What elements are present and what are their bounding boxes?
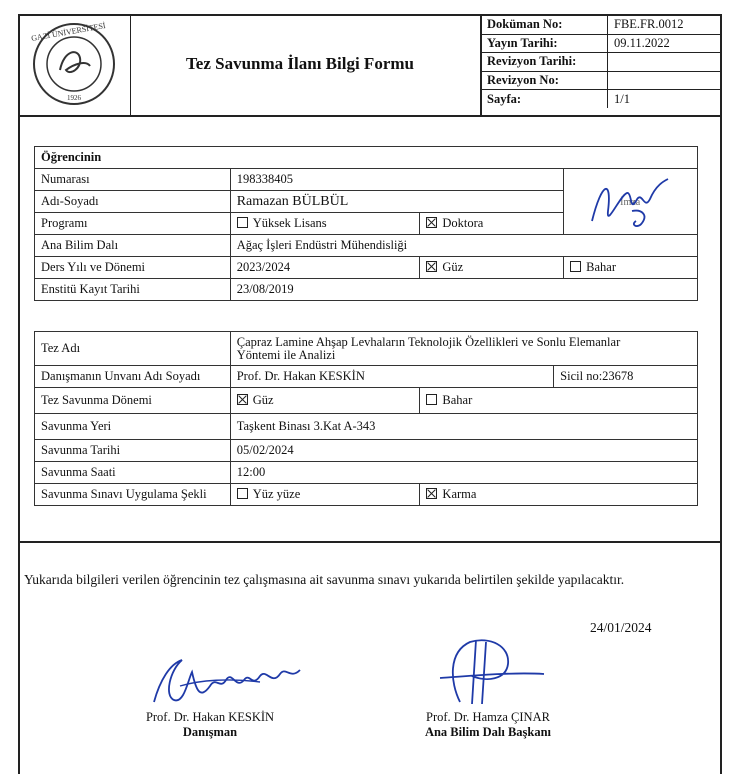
academic-year: 2023/2024 (230, 257, 420, 279)
registration-label: Enstitü Kayıt Tarihi (35, 279, 231, 301)
advisor-signer-name: Prof. Dr. Hakan KESKİN (145, 710, 275, 724)
student-number: 198338405 (230, 169, 563, 191)
time-label: Savunma Saati (35, 462, 231, 484)
department-head-signature-block (398, 710, 578, 740)
svg-text:1926: 1926 (67, 94, 81, 102)
document-meta-table (481, 16, 721, 108)
program-option-ms-label: Yüksek Lisans (252, 216, 327, 230)
meta-value (608, 53, 722, 72)
meta-key: Revizyon No: (481, 71, 608, 90)
term-option-spring-label: Bahar (586, 260, 617, 274)
section-divider (18, 541, 722, 543)
thesis-title (230, 332, 697, 366)
statement-date: 24/01/2024 (590, 620, 652, 635)
meta-value (608, 71, 722, 90)
meta-key: Sayfa: (481, 90, 608, 108)
advisor-signature (140, 650, 310, 712)
department-label: Ana Bilim Dalı (35, 235, 231, 257)
mode-option-hybrid[interactable] (420, 484, 698, 506)
defense-time: 12:00 (230, 462, 697, 484)
checkbox-checked[interactable] (426, 488, 437, 499)
place-label: Savunma Yeri (35, 414, 231, 440)
checkbox-unchecked[interactable] (570, 261, 581, 272)
svg-text:GAZİ ÜNİVERSİTESİ: GAZİ ÜNİVERSİTESİ (30, 21, 107, 43)
advisor-signer-role: Danışman (182, 725, 238, 739)
thesis-info-table (34, 331, 698, 506)
program-option-phd[interactable] (420, 213, 564, 235)
registration-date: 23/08/2019 (230, 279, 697, 301)
department-value: Ağaç İşleri Endüstri Mühendisliği (230, 235, 697, 257)
meta-value: FBE.FR.0012 (608, 16, 722, 34)
signature-box-label: İmza (620, 197, 641, 208)
checkbox-unchecked[interactable] (426, 394, 437, 405)
sicil-number: Sicil no:23678 (554, 366, 698, 388)
period-option-spring[interactable] (420, 388, 698, 414)
name-label: Adı-Soyadı (35, 191, 231, 213)
meta-key: Yayın Tarihi: (481, 34, 608, 53)
checkbox-checked[interactable] (426, 261, 437, 272)
student-info-table (34, 146, 698, 301)
checkbox-unchecked[interactable] (237, 488, 248, 499)
meta-value: 09.11.2022 (608, 34, 722, 53)
university-logo (30, 20, 118, 113)
checkbox-checked[interactable] (426, 217, 437, 228)
mode-option-inperson-label: Yüz yüze (252, 487, 301, 501)
defense-place: Taşkent Binası 3.Kat A-343 (230, 414, 697, 440)
program-label: Programı (35, 213, 231, 235)
program-option-phd-label: Doktora (442, 216, 484, 230)
student-section-title: Öğrencinin (35, 147, 698, 169)
thesis-title-label: Tez Adı (35, 332, 231, 366)
mode-option-inperson[interactable] (230, 484, 420, 506)
thesis-title-line2: Yöntemi ile Analizi (236, 347, 336, 362)
student-name: Ramazan BÜLBÜL (230, 191, 563, 213)
meta-value: 1/1 (614, 91, 630, 106)
period-option-spring-label: Bahar (442, 393, 473, 407)
thesis-title-line1: Çapraz Lamine Ahşap Levhaların Teknolojik Özellikleri ve Sonlu Elemanlar (236, 334, 621, 349)
number-label: Numarası (35, 169, 231, 191)
department-head-signature (420, 632, 550, 712)
department-head-role: Ana Bilim Dalı Başkanı (424, 725, 552, 739)
defense-date: 05/02/2024 (230, 440, 697, 462)
signature-box (564, 169, 698, 235)
program-option-ms[interactable] (230, 213, 420, 235)
term-option-fall[interactable] (420, 257, 564, 279)
checkbox-checked[interactable] (237, 394, 248, 405)
form-title: Tez Savunma İlanı Bilgi Formu (186, 54, 414, 73)
checkbox-unchecked[interactable] (237, 217, 248, 228)
meta-key: Revizyon Tarihi: (481, 53, 608, 72)
student-signature (572, 171, 692, 235)
date-label: Savunma Tarihi (35, 440, 231, 462)
advisor-label: Danışmanın Unvanı Adı Soyadı (35, 366, 231, 388)
period-label: Tez Savunma Dönemi (35, 388, 231, 414)
mode-label: Savunma Sınavı Uygulama Şekli (35, 484, 231, 506)
term-label: Ders Yılı ve Dönemi (35, 257, 231, 279)
department-head-name: Prof. Dr. Hamza ÇINAR (426, 710, 550, 724)
advisor-signature-block (120, 710, 300, 740)
term-option-fall-label: Güz (442, 260, 464, 274)
logo-separator (130, 14, 131, 115)
header-divider (18, 115, 722, 117)
meta-key: Doküman No: (481, 16, 608, 34)
statement-text: Yukarıda bilgileri verilen öğrencinin tez çalışmasına ait savunma sınavı yukarıda belirtilen şekilde yapılacaktır. (24, 572, 625, 587)
period-option-fall-label: Güz (252, 393, 274, 407)
period-option-fall[interactable] (230, 388, 420, 414)
advisor-name: Prof. Dr. Hakan KESKİN (230, 366, 553, 388)
term-option-spring[interactable] (564, 257, 698, 279)
mode-option-hybrid-label: Karma (442, 487, 477, 501)
